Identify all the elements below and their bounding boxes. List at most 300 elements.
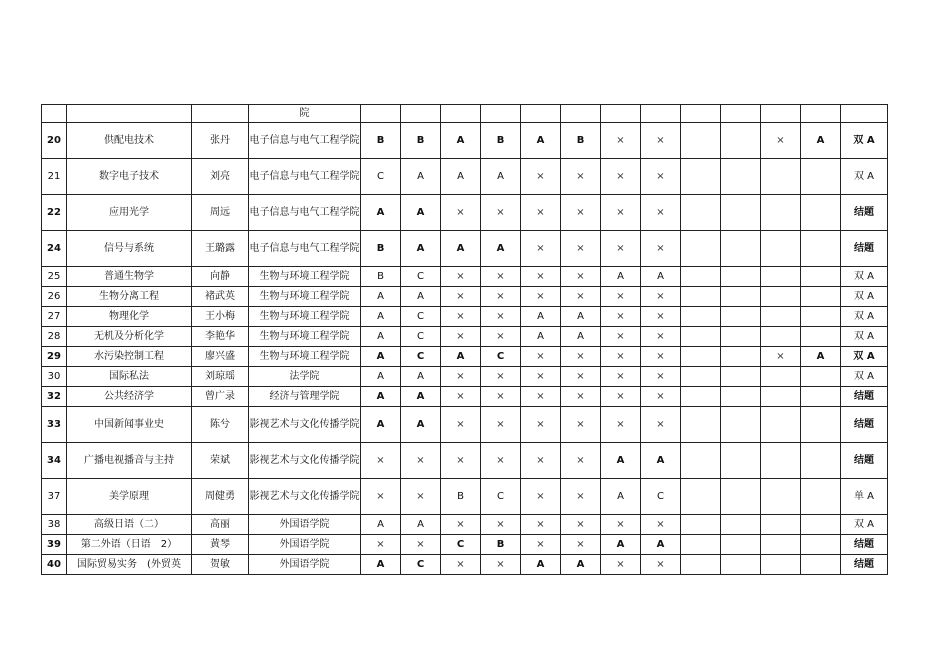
grade-cell: × (561, 267, 601, 287)
grade-cell: × (441, 367, 481, 387)
row-number: 29 (42, 347, 67, 367)
grade-cell (721, 231, 761, 267)
grade-cell (681, 443, 721, 479)
grade-cell: × (561, 367, 601, 387)
teacher-name: 刘琼瑶 (192, 367, 249, 387)
grade-cell (761, 535, 801, 555)
teacher-name: 张丹 (192, 123, 249, 159)
grade-cell: × (641, 123, 681, 159)
grade-cell: × (401, 479, 441, 515)
teacher-name: 周健勇 (192, 479, 249, 515)
college-name: 影视艺术与文化传播学院 (249, 407, 361, 443)
grade-cell: × (521, 443, 561, 479)
grade-cell: A (601, 479, 641, 515)
grade-cell (681, 195, 721, 231)
result-status: 结题 (841, 195, 888, 231)
table-row (42, 267, 888, 287)
grade-cell: B (361, 231, 401, 267)
grade-cell (721, 479, 761, 515)
grade-cell: A (561, 307, 601, 327)
grade-cell: A (401, 515, 441, 535)
grade-cell (721, 443, 761, 479)
row-number: 30 (42, 367, 67, 387)
grade-cell: × (441, 287, 481, 307)
grade-cell (721, 515, 761, 535)
course-name: 生物分离工程 (67, 287, 192, 307)
result-status: 双 A (841, 327, 888, 347)
grade-cell (801, 407, 841, 443)
course-name: 第二外语（日语 2） (67, 535, 192, 555)
grade-cell (721, 307, 761, 327)
grade-cell: × (481, 195, 521, 231)
grade-cell (681, 327, 721, 347)
grade-cell (721, 327, 761, 347)
grade-cell: A (801, 123, 841, 159)
course-name: 物理化学 (67, 307, 192, 327)
grade-cell: × (561, 347, 601, 367)
grade-cell: A (401, 195, 441, 231)
grade-cell (681, 231, 721, 267)
course-name: 无机及分析化学 (67, 327, 192, 347)
grade-cell: × (641, 195, 681, 231)
grade-cell (761, 327, 801, 347)
grade-cell: B (481, 535, 521, 555)
grade-cell: A (801, 347, 841, 367)
college-name: 生物与环境工程学院 (249, 327, 361, 347)
grade-cell: A (521, 307, 561, 327)
grade-cell: C (401, 347, 441, 367)
grade-cell: × (361, 535, 401, 555)
grade-cell: A (441, 123, 481, 159)
grade-cell: × (441, 387, 481, 407)
table-row (42, 515, 888, 535)
grade-cell: A (601, 535, 641, 555)
grade-cell: A (641, 535, 681, 555)
grade-cell: × (521, 479, 561, 515)
grade-cell (761, 231, 801, 267)
grade-cell: × (601, 123, 641, 159)
grade-cell (721, 535, 761, 555)
grade-cell: × (561, 387, 601, 407)
grade-cell: × (561, 159, 601, 195)
grade-cell (721, 267, 761, 287)
grade-cell: × (441, 555, 481, 575)
result-status: 结题 (841, 387, 888, 407)
grade-cell (681, 407, 721, 443)
grade-cell: × (561, 515, 601, 535)
grade-cell: A (361, 515, 401, 535)
grade-cell: × (361, 443, 401, 479)
result-status: 结题 (841, 535, 888, 555)
grade-cell: × (441, 195, 481, 231)
row-number: 21 (42, 159, 67, 195)
grade-cell (481, 105, 521, 123)
grade-cell: × (441, 267, 481, 287)
grade-cell: × (601, 407, 641, 443)
college-name: 生物与环境工程学院 (249, 347, 361, 367)
grade-cell (801, 267, 841, 287)
grade-cell (721, 287, 761, 307)
grade-cell (721, 367, 761, 387)
grade-cell: × (601, 195, 641, 231)
teacher-name: 高丽 (192, 515, 249, 535)
grade-cell: C (401, 267, 441, 287)
result-status: 双 A (841, 287, 888, 307)
table-row (42, 327, 888, 347)
table-row (42, 105, 888, 123)
teacher-name: 陈兮 (192, 407, 249, 443)
college-name: 法学院 (249, 367, 361, 387)
result-status: 单 A (841, 479, 888, 515)
grade-cell (801, 327, 841, 347)
grade-cell: A (521, 327, 561, 347)
grade-cell (761, 443, 801, 479)
grade-cell: B (361, 123, 401, 159)
grade-cell (801, 287, 841, 307)
grade-cell: × (561, 479, 601, 515)
grade-cell (721, 159, 761, 195)
grade-cell (761, 515, 801, 535)
grade-cell: × (561, 231, 601, 267)
row-number: 25 (42, 267, 67, 287)
grade-cell: A (401, 367, 441, 387)
grade-cell: C (401, 307, 441, 327)
grade-cell: × (481, 367, 521, 387)
row-number: 22 (42, 195, 67, 231)
grade-cell: × (401, 443, 441, 479)
grade-cell: A (361, 347, 401, 367)
table-body (42, 105, 888, 575)
grade-cell: × (521, 387, 561, 407)
row-number: 20 (42, 123, 67, 159)
course-name (67, 105, 192, 123)
grade-cell: × (441, 515, 481, 535)
teacher-name: 廖兴盛 (192, 347, 249, 367)
grade-cell: × (521, 159, 561, 195)
course-name: 高级日语（二） (67, 515, 192, 535)
grade-cell: A (561, 327, 601, 347)
grade-cell: × (641, 407, 681, 443)
grade-cell: × (401, 535, 441, 555)
grade-cell (721, 195, 761, 231)
row-number: 40 (42, 555, 67, 575)
grade-cell (801, 307, 841, 327)
grade-cell: C (401, 327, 441, 347)
table-row (42, 535, 888, 555)
grade-cell: × (641, 231, 681, 267)
college-name: 生物与环境工程学院 (249, 287, 361, 307)
grade-cell (681, 159, 721, 195)
table-row (42, 443, 888, 479)
table-row (42, 231, 888, 267)
grade-cell: A (361, 195, 401, 231)
grade-cell: C (361, 159, 401, 195)
college-name: 外国语学院 (249, 515, 361, 535)
course-name: 应用光学 (67, 195, 192, 231)
grade-cell (801, 367, 841, 387)
grade-cell: × (481, 307, 521, 327)
grade-cell: A (401, 407, 441, 443)
result-status: 结题 (841, 443, 888, 479)
teacher-name: 王璐露 (192, 231, 249, 267)
grade-cell (681, 307, 721, 327)
college-name: 电子信息与电气工程学院 (249, 159, 361, 195)
grade-cell: × (601, 387, 641, 407)
result-status (841, 105, 888, 123)
grade-cell: C (481, 479, 521, 515)
grade-cell (681, 267, 721, 287)
grade-cell (681, 555, 721, 575)
grade-cell: × (521, 407, 561, 443)
grade-cell (441, 105, 481, 123)
grade-cell (801, 515, 841, 535)
grade-cell: × (481, 287, 521, 307)
college-name: 外国语学院 (249, 555, 361, 575)
college-name: 电子信息与电气工程学院 (249, 123, 361, 159)
grade-cell: × (601, 515, 641, 535)
grade-cell: × (561, 407, 601, 443)
grade-cell: B (441, 479, 481, 515)
grade-cell: × (601, 287, 641, 307)
grade-cell: A (361, 367, 401, 387)
row-number: 39 (42, 535, 67, 555)
teacher-name: 向静 (192, 267, 249, 287)
grade-cell (801, 195, 841, 231)
grade-cell: × (521, 287, 561, 307)
grade-cell: × (561, 195, 601, 231)
row-number: 32 (42, 387, 67, 407)
grade-cell: × (641, 367, 681, 387)
grade-cell: × (601, 327, 641, 347)
result-status: 结题 (841, 231, 888, 267)
course-name: 国际贸易实务 (外贸英 (67, 555, 192, 575)
grade-cell: × (561, 443, 601, 479)
course-name: 广播电视播音与主持 (67, 443, 192, 479)
grade-cell (761, 159, 801, 195)
result-status: 双 A (841, 159, 888, 195)
table-row (42, 287, 888, 307)
grade-cell (681, 387, 721, 407)
grade-cell: × (601, 307, 641, 327)
grade-cell: × (641, 287, 681, 307)
grade-cell: × (601, 231, 641, 267)
grade-cell: A (361, 555, 401, 575)
grade-cell: B (481, 123, 521, 159)
grade-cell: × (601, 159, 641, 195)
course-name: 水污染控制工程 (67, 347, 192, 367)
grade-cell: B (561, 123, 601, 159)
grade-cell (721, 123, 761, 159)
grade-cell: × (641, 387, 681, 407)
grade-cell (681, 347, 721, 367)
grade-cell (561, 105, 601, 123)
table-row (42, 479, 888, 515)
grade-cell (761, 367, 801, 387)
college-name: 生物与环境工程学院 (249, 267, 361, 287)
grade-cell (681, 535, 721, 555)
grade-cell (361, 105, 401, 123)
grade-cell: × (641, 327, 681, 347)
grade-cell (681, 479, 721, 515)
teacher-name: 曾广录 (192, 387, 249, 407)
table-row (42, 123, 888, 159)
grade-cell (681, 515, 721, 535)
row-number: 27 (42, 307, 67, 327)
grade-cell: A (361, 387, 401, 407)
result-status: 双 A (841, 267, 888, 287)
grade-cell: A (361, 407, 401, 443)
result-status: 结题 (841, 555, 888, 575)
row-number (42, 105, 67, 123)
course-name: 普通生物学 (67, 267, 192, 287)
grade-cell (641, 105, 681, 123)
grade-cell (601, 105, 641, 123)
grade-cell (801, 387, 841, 407)
row-number: 34 (42, 443, 67, 479)
course-name: 公共经济学 (67, 387, 192, 407)
course-name: 数字电子技术 (67, 159, 192, 195)
grade-cell (681, 123, 721, 159)
grade-cell: × (481, 267, 521, 287)
grade-cell: A (481, 159, 521, 195)
grade-cell (681, 105, 721, 123)
college-name: 经济与管理学院 (249, 387, 361, 407)
grade-cell: × (641, 159, 681, 195)
row-number: 24 (42, 231, 67, 267)
teacher-name: 周远 (192, 195, 249, 231)
row-number: 38 (42, 515, 67, 535)
grade-cell (761, 287, 801, 307)
college-name: 生物与环境工程学院 (249, 307, 361, 327)
grade-cell: × (361, 479, 401, 515)
grade-cell: × (521, 535, 561, 555)
grade-cell (761, 387, 801, 407)
grade-cell: × (641, 347, 681, 367)
grade-cell: A (521, 123, 561, 159)
college-name: 电子信息与电气工程学院 (249, 195, 361, 231)
grade-cell: × (561, 535, 601, 555)
grade-cell: × (521, 231, 561, 267)
college-name: 院 (249, 105, 361, 123)
grade-cell: × (481, 387, 521, 407)
table-row (42, 307, 888, 327)
grade-cell (521, 105, 561, 123)
teacher-name: 褚武英 (192, 287, 249, 307)
result-status: 双 A (841, 367, 888, 387)
grade-cell (761, 195, 801, 231)
grade-cell: C (441, 535, 481, 555)
grade-cell: × (441, 307, 481, 327)
grade-cell: × (601, 367, 641, 387)
grade-cell (801, 535, 841, 555)
grade-cell: × (521, 195, 561, 231)
grade-cell: × (761, 347, 801, 367)
grade-cell: A (361, 307, 401, 327)
grade-cell: A (441, 159, 481, 195)
grade-cell (801, 479, 841, 515)
grade-cell: A (481, 231, 521, 267)
grade-cell: × (561, 287, 601, 307)
grade-cell: C (401, 555, 441, 575)
college-name: 影视艺术与文化传播学院 (249, 479, 361, 515)
teacher-name: 黄琴 (192, 535, 249, 555)
grade-cell: A (361, 287, 401, 307)
grade-cell: A (521, 555, 561, 575)
grade-cell: × (641, 307, 681, 327)
grade-cell: C (641, 479, 681, 515)
grade-cell (681, 367, 721, 387)
grade-cell (721, 555, 761, 575)
teacher-name: 荣斌 (192, 443, 249, 479)
grade-cell (761, 267, 801, 287)
course-name: 供配电技术 (67, 123, 192, 159)
grade-cell: × (521, 367, 561, 387)
grade-cell: × (761, 123, 801, 159)
grade-cell: A (601, 443, 641, 479)
grade-cell (801, 231, 841, 267)
grade-cell: A (641, 267, 681, 287)
row-number: 37 (42, 479, 67, 515)
grade-cell (801, 159, 841, 195)
grade-cell (801, 443, 841, 479)
teacher-name: 李艳华 (192, 327, 249, 347)
grade-cell (681, 287, 721, 307)
grade-cell: × (481, 407, 521, 443)
grade-cell: × (601, 555, 641, 575)
table-row (42, 367, 888, 387)
row-number: 33 (42, 407, 67, 443)
grade-cell: A (441, 347, 481, 367)
grade-cell: A (401, 159, 441, 195)
grade-cell (801, 105, 841, 123)
grade-cell (761, 407, 801, 443)
grade-cell: × (641, 555, 681, 575)
grade-cell: × (521, 267, 561, 287)
grade-cell: C (481, 347, 521, 367)
grade-cell: × (441, 407, 481, 443)
grade-cell (761, 479, 801, 515)
grade-cell: A (441, 231, 481, 267)
row-number: 26 (42, 287, 67, 307)
table-row (42, 407, 888, 443)
teacher-name: 刘亮 (192, 159, 249, 195)
grade-cell: × (521, 515, 561, 535)
course-name: 信号与系统 (67, 231, 192, 267)
college-name: 外国语学院 (249, 535, 361, 555)
grade-cell: × (601, 347, 641, 367)
grade-cell: × (641, 515, 681, 535)
table-row (42, 195, 888, 231)
grade-cell: A (601, 267, 641, 287)
result-status: 结题 (841, 407, 888, 443)
row-number: 28 (42, 327, 67, 347)
grade-cell (721, 347, 761, 367)
result-status: 双 A (841, 123, 888, 159)
course-name: 美学原理 (67, 479, 192, 515)
grade-cell: A (641, 443, 681, 479)
grade-cell: × (481, 515, 521, 535)
result-status: 双 A (841, 307, 888, 327)
grade-cell: A (561, 555, 601, 575)
table-row (42, 347, 888, 367)
grade-cell (721, 407, 761, 443)
grade-cell: × (481, 443, 521, 479)
grade-cell: × (521, 347, 561, 367)
grade-cell (401, 105, 441, 123)
teacher-name: 王小梅 (192, 307, 249, 327)
result-status: 双 A (841, 515, 888, 535)
grade-cell: B (401, 123, 441, 159)
